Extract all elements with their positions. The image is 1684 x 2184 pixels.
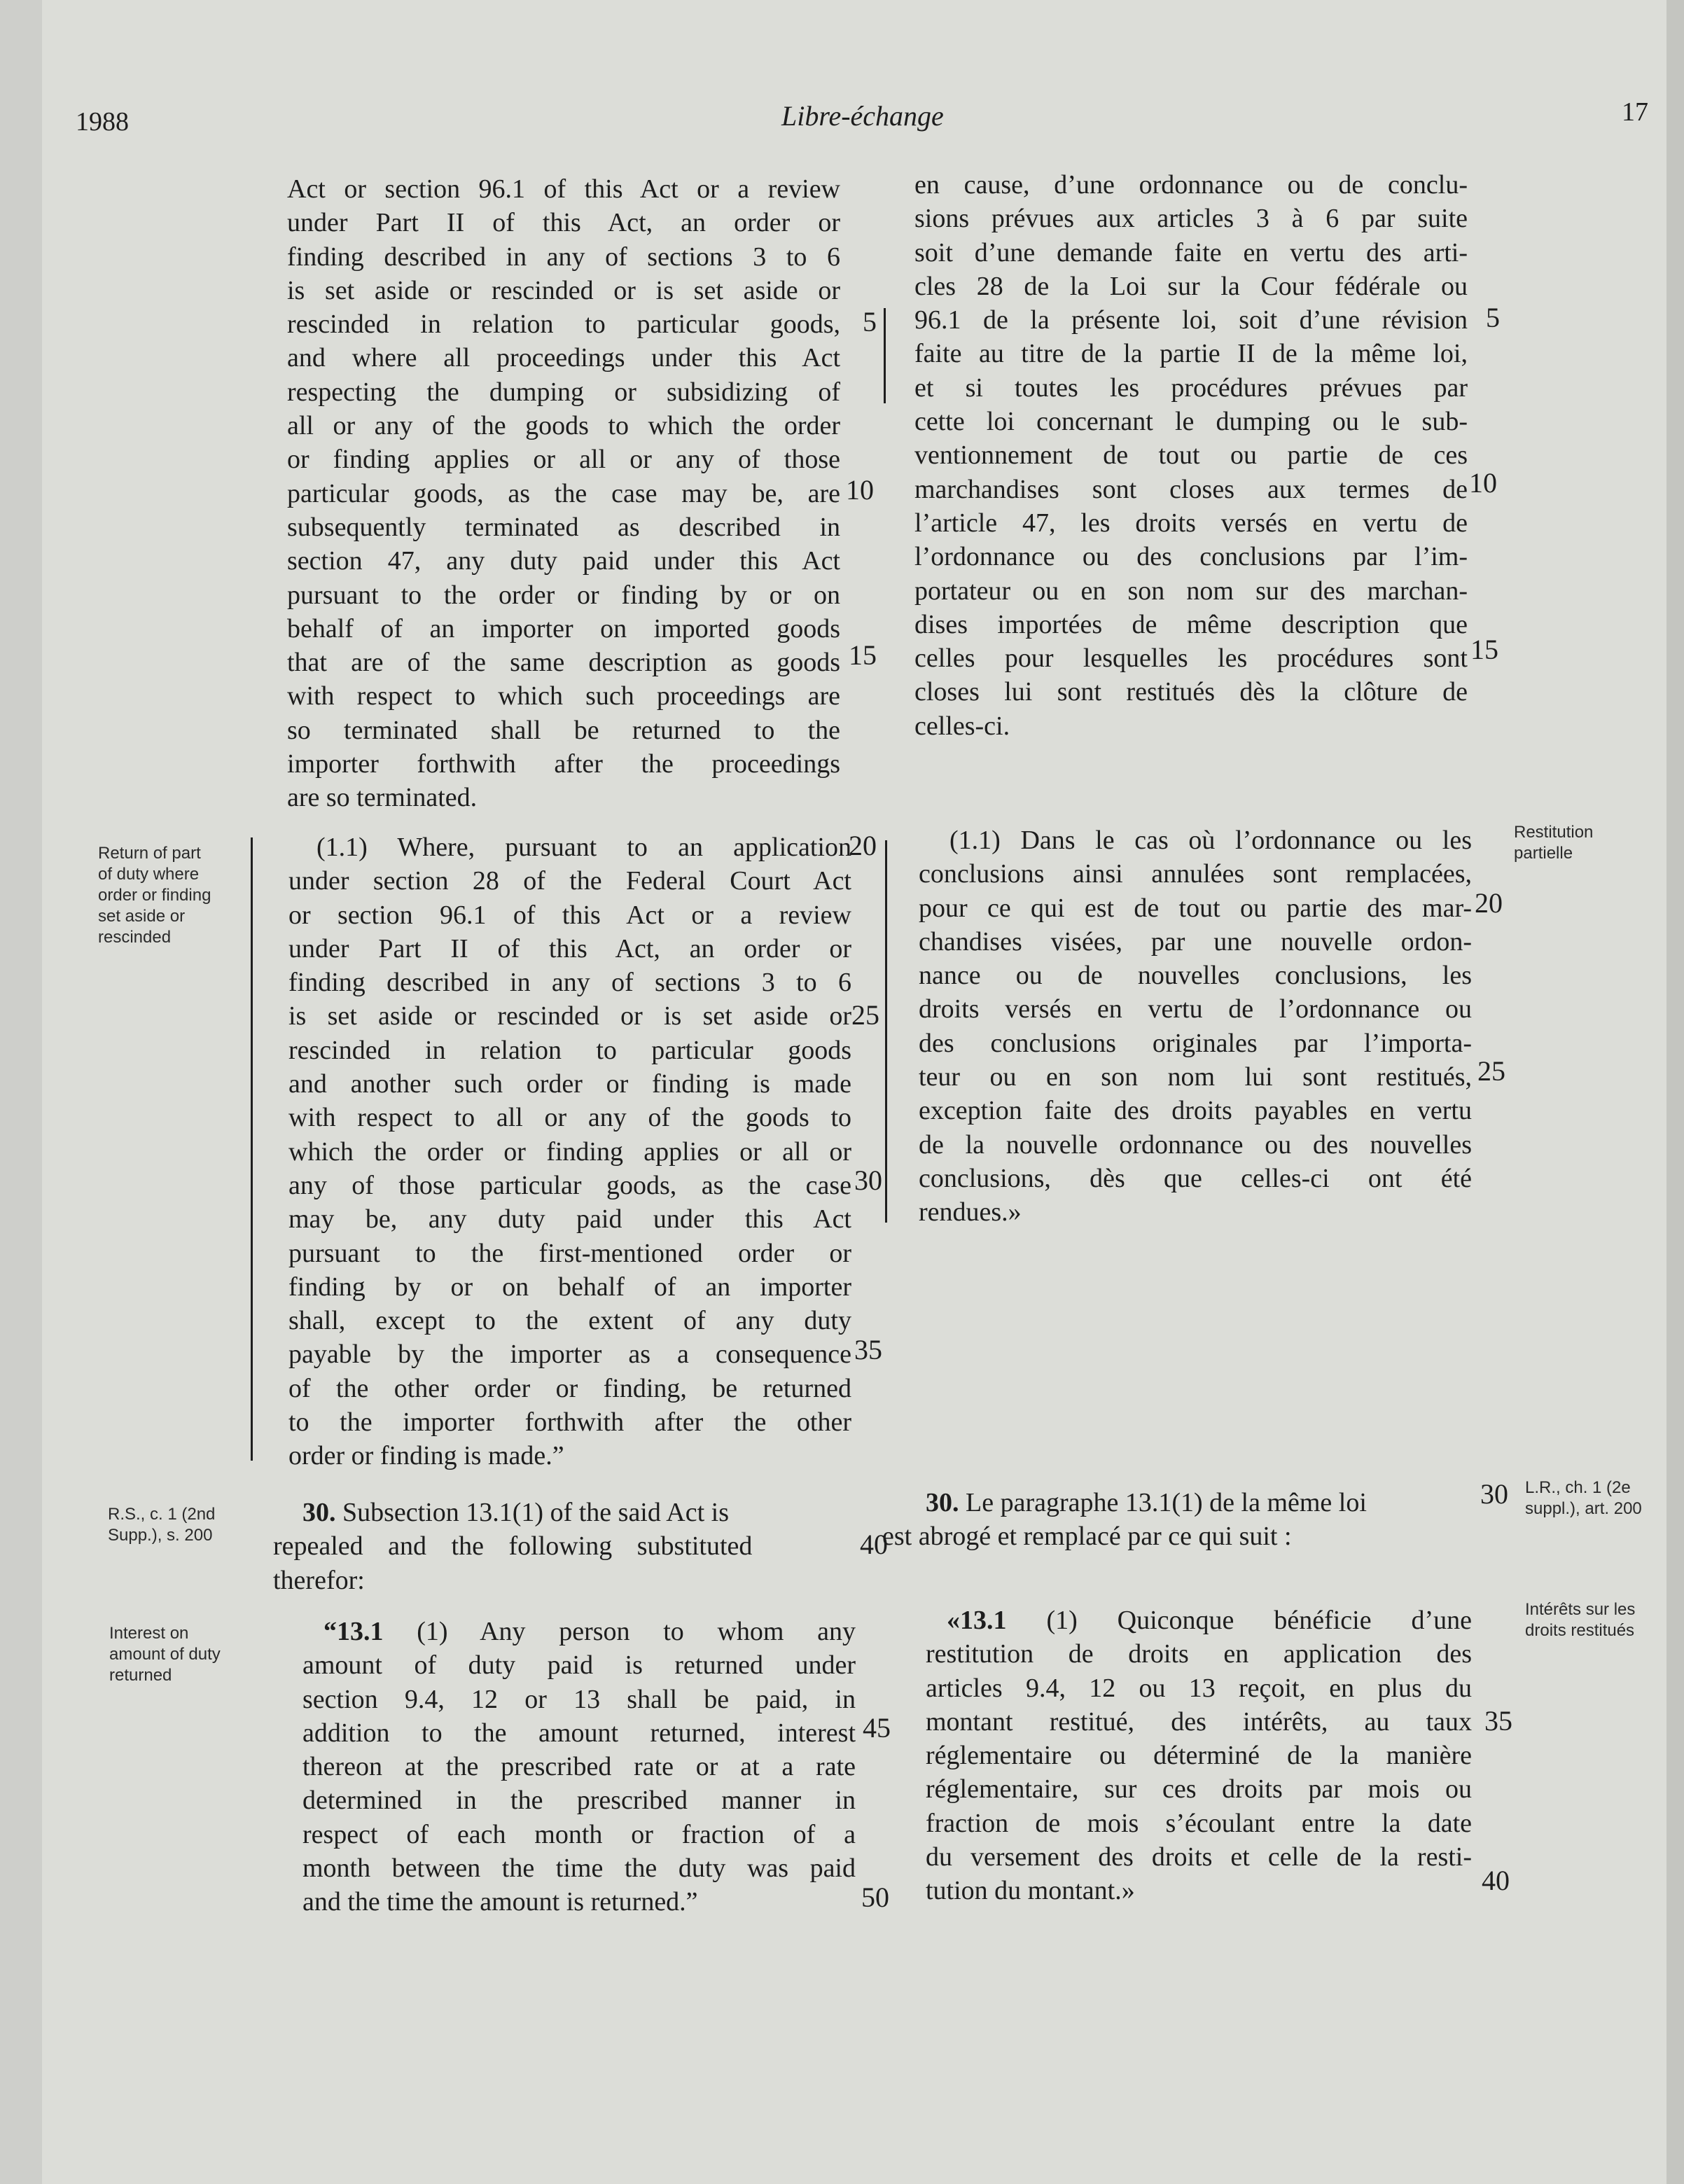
line-number: 10 (846, 474, 874, 506)
text-line: or section 96.1 of this Act or a review (288, 900, 851, 930)
margin-note-line: Restitution (1514, 823, 1594, 842)
margin-note-line: order or finding (98, 886, 211, 905)
text-line: (1.1) Dans le cas où l’ordonnance ou les (949, 826, 1472, 855)
line-number: 25 (851, 999, 879, 1031)
text-line: any of those particular goods, as the case (288, 1170, 851, 1200)
change-bar (251, 837, 253, 1461)
page-number: 17 (1622, 97, 1648, 127)
text-line: sions prévues aux articles 3 à 6 par suite (914, 204, 1468, 234)
text-line: teur ou en son nom lui sont restitués, (919, 1062, 1472, 1092)
section4-english (302, 1615, 856, 1919)
text-line: amount of duty paid is returned under (302, 1650, 856, 1681)
text-line: finding described in any of sections 3 to 6 (287, 242, 840, 272)
text-line: with respect to all or any of the goods to (288, 1103, 851, 1133)
section-number: 30. (926, 1488, 959, 1517)
line-number: 25 (1477, 1055, 1505, 1087)
text-line: may be, any duty paid under this Act (288, 1204, 851, 1234)
text-line: addition to the amount returned, interest (302, 1718, 856, 1748)
text-line: rescinded in relation to particular goods (288, 1035, 851, 1065)
change-bar (884, 308, 886, 403)
text-line-body: (1) Quiconque bénéficie d’une (1046, 1606, 1473, 1635)
line-number: 20 (1475, 887, 1503, 919)
line-number: 30 (854, 1164, 882, 1196)
margin-note-line: partielle (1514, 844, 1573, 863)
text-line: chandises visées, par une nouvelle ordon- (919, 926, 1472, 957)
change-bar (885, 840, 887, 1223)
line-number: 40 (860, 1529, 888, 1560)
line-number: 15 (849, 639, 877, 671)
margin-note-line: Intérêts sur les (1525, 1600, 1636, 1619)
text-line: fraction de mois s’écoulant entre la date (926, 1808, 1472, 1838)
text-line: and another such order or finding is made (288, 1069, 851, 1099)
text-line: section 47, any duty paid under this Act (287, 546, 840, 576)
text-line: importer forthwith after the proceedings (287, 749, 840, 779)
margin-note-line: returned (109, 1666, 172, 1685)
text-line: shall, except to the extent of any duty (288, 1306, 851, 1336)
text-line: particular goods, as the case may be, are (287, 478, 840, 508)
text-line: faite au titre de la partie II de la même loi, (914, 339, 1468, 369)
text-line: restitution de droits en application des (926, 1639, 1472, 1669)
text-line: under Part II of this Act, an order or (288, 933, 851, 964)
text-line: finding described in any of sections 3 to 6 (288, 968, 851, 998)
text-line: exception faite des droits payables en vertu (919, 1096, 1472, 1126)
text-line: l’article 47, les droits versés en vertu de (914, 508, 1468, 538)
margin-note-line: suppl.), art. 200 (1525, 1499, 1642, 1518)
margin-note-lr-ch1 (1525, 1477, 1679, 1519)
page-edge-shadow (0, 0, 42, 2184)
text-line: réglementaire, sur ces droits par mois ou (926, 1774, 1472, 1804)
margin-note-interets (1525, 1599, 1679, 1641)
text-line: de la nouvelle ordonnance ou des nouvelles (919, 1129, 1472, 1160)
text-line: 96.1 de la présente loi, soit d’une révision (914, 305, 1468, 335)
section1-english (287, 172, 840, 815)
text-line: or finding applies or all or any of those (287, 445, 840, 475)
text-line: tution du montant.» (926, 1876, 1135, 1906)
text-line: réglementaire ou déterminé de la manière (926, 1741, 1472, 1771)
line-number: 15 (1470, 634, 1498, 665)
text-line: pour ce qui est de tout ou partie des mar- (919, 893, 1472, 923)
text-line: dises importées de même description que (914, 609, 1468, 639)
text-line: pursuant to the first-mentioned order or (288, 1238, 851, 1268)
text-line: ventionnement de tout ou partie de ces (914, 440, 1468, 471)
margin-note-interest (109, 1623, 263, 1686)
text-line: respecting the dumping or subsidizing of (287, 377, 840, 407)
text-line: montant restitué, des intérêts, au taux (926, 1706, 1472, 1737)
margin-note-line: rescinded (98, 928, 172, 947)
margin-note-line: of duty where (98, 865, 200, 884)
section3-english (273, 1496, 875, 1597)
text-line: is set aside or rescinded or is set aside or (287, 275, 840, 305)
text-line: marchandises sont closes aux termes de (914, 474, 1468, 504)
margin-note-line: droits restitués (1525, 1621, 1635, 1640)
text-line: cles 28 de la Loi sur la Cour fédérale ou (914, 271, 1468, 301)
text-line: behalf of an importer on imported goods (287, 613, 840, 644)
text-line: et si toutes les procédures prévues par (914, 373, 1468, 403)
text-line: which the order or finding applies or all or (288, 1136, 851, 1167)
header-year: 1988 (76, 107, 129, 137)
text-line: section 9.4, 12 or 13 shall be paid, in (302, 1684, 856, 1714)
section2-english (288, 830, 851, 1473)
margin-note-restitution-partielle (1514, 822, 1654, 864)
line-number: 50 (861, 1882, 889, 1913)
text-line: droits versés en vertu de l’ordonnance ou (919, 994, 1472, 1024)
margin-note-line: set aside or (98, 907, 186, 926)
text-line: finding by or on behalf of an importer (288, 1272, 851, 1302)
text-line: du versement des droits et celle de la resti- (926, 1842, 1472, 1872)
margin-note-line: L.R., ch. 1 (2e (1525, 1478, 1631, 1497)
margin-note-line: Interest on (109, 1624, 189, 1643)
text-line: payable by the importer as a consequence (288, 1340, 851, 1370)
text-line: rescinded in relation to particular goods, (287, 309, 840, 340)
text-line: Le paragraphe 13.1(1) de la même loi (966, 1488, 1367, 1517)
line-number: 5 (863, 306, 877, 338)
margin-note-return-of-part (98, 843, 252, 948)
text-line-body: (1) Any person to whom any (417, 1617, 856, 1646)
section1-french (914, 168, 1468, 743)
margin-note-line: Supp.), s. 200 (108, 1526, 213, 1545)
text-line: and the time the amount is returned.” (302, 1887, 698, 1917)
section-number: 30. (302, 1498, 336, 1527)
text-line: closes lui sont restitués dès la clôture de (914, 677, 1468, 707)
text-line: des conclusions originales par l’importa- (919, 1028, 1472, 1058)
text-line (302, 1615, 856, 1648)
text-line: Act or section 96.1 of this Act or a review (287, 174, 840, 204)
margin-note-line: amount of duty (109, 1645, 221, 1664)
text-line: repealed and the following substituted (273, 1531, 753, 1562)
text-line: rendues.» (919, 1197, 1022, 1227)
text-line: therefor: (273, 1565, 365, 1595)
text-line: all or any of the goods to which the order (287, 411, 840, 441)
text-line: (1.1) Where, pursuant to an application (316, 833, 851, 862)
line-number: 10 (1469, 467, 1497, 499)
text-line: is set aside or rescinded or is set aside or (288, 1001, 851, 1031)
text-line: with respect to which such proceedings are (287, 681, 840, 711)
text-line: l’ordonnance ou des conclusions par l’im- (914, 542, 1468, 572)
text-line: nance ou de nouvelles conclusions, les (919, 961, 1472, 991)
text-line: and where all proceedings under this Act (287, 343, 840, 373)
margin-note-rs-c1 (108, 1504, 262, 1546)
section3-french (882, 1486, 1493, 1554)
text-line: so terminated shall be returned to the (287, 715, 840, 745)
text-line: conclusions ainsi annulées sont remplacées, (919, 859, 1472, 889)
text-line: portateur ou en son nom sur des marchan- (914, 576, 1468, 606)
section-lead: «13.1 (947, 1606, 1007, 1635)
text-line: of the other order or finding, be returned (288, 1373, 851, 1403)
line-number: 20 (849, 830, 877, 861)
text-line: celles pour lesquelles les procédures sont (914, 644, 1468, 674)
header-title: Libre-échange (781, 100, 944, 132)
text-line: are so terminated. (287, 783, 478, 813)
line-number: 5 (1486, 302, 1500, 333)
margin-note-line: Return of part (98, 844, 201, 863)
text-line: en cause, d’une ordonnance ou de conclu- (914, 170, 1468, 200)
text-line: that are of the same description as goods (287, 648, 840, 678)
text-line (926, 1604, 1472, 1637)
line-number: 35 (1484, 1705, 1512, 1737)
text-line: Subsection 13.1(1) of the said Act is (342, 1498, 729, 1527)
line-number: 40 (1482, 1865, 1510, 1896)
text-line: est abrogé et remplacé par ce qui suit : (882, 1522, 1292, 1552)
text-line: celles-ci. (914, 711, 1010, 741)
text-line: thereon at the prescribed rate or at a rate (302, 1752, 856, 1782)
text-line: to the importer forthwith after the other (288, 1407, 851, 1438)
line-number: 45 (863, 1712, 891, 1744)
text-line: determined in the prescribed manner in (302, 1786, 856, 1816)
text-line: pursuant to the order or finding by or on (287, 580, 840, 610)
section2-french (919, 823, 1472, 1230)
text-line: cette loi concernant le dumping ou le sub- (914, 407, 1468, 437)
text-line: articles 9.4, 12 ou 13 reçoit, en plus du (926, 1673, 1472, 1703)
text-line: respect of each month or fraction of a (302, 1819, 856, 1849)
section-lead: “13.1 (323, 1617, 384, 1646)
section4-french (926, 1604, 1472, 1908)
text-line: under Part II of this Act, an order or (287, 208, 840, 238)
text-line: soit d’une demande faite en vertu des arti- (914, 237, 1468, 267)
margin-note-line: R.S., c. 1 (2nd (108, 1505, 216, 1524)
line-number: 35 (854, 1334, 882, 1365)
text-line: conclusions, dès que celles-ci ont été (919, 1163, 1472, 1193)
text-line: subsequently terminated as described in (287, 512, 840, 542)
page-edge-shadow (1666, 0, 1684, 2184)
line-number: 30 (1480, 1478, 1508, 1510)
text-line: under section 28 of the Federal Court Act (288, 866, 851, 896)
text-line: month between the time the duty was paid (302, 1853, 856, 1884)
text-line: order or finding is made.” (288, 1441, 564, 1471)
